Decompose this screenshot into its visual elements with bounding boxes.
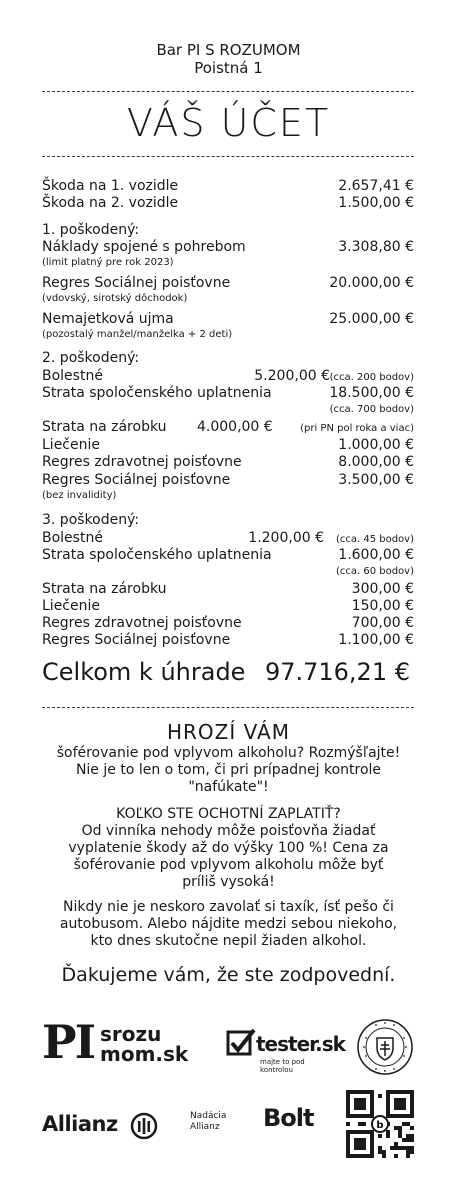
warning-text: Nie je to len o tom, či pri prípadnej kontrole: [75, 762, 382, 778]
line-note: (cca. 700 bodov): [329, 404, 414, 415]
bolt-logo: Bolt: [263, 1104, 314, 1132]
allianz-eagle-icon: [130, 1112, 158, 1140]
thank-you-message: Ďakujeme vám, že ste zodpovední.: [61, 964, 396, 986]
warning-text: Nikdy nie je neskoro zavolať si taxík, ísť pešo či: [63, 899, 394, 915]
divider: [42, 91, 414, 92]
warning-text: príliš vysoká!: [182, 874, 275, 890]
qr-code-icon: [346, 1090, 414, 1158]
pi-srozumom-logo: PI srozu mom.sk: [42, 1015, 189, 1069]
tester-logo: tester.sk majte to pod kontrolou: [226, 1026, 338, 1070]
svg-text:b: b: [376, 1120, 384, 1131]
line-note: (pozostalý manžel/manželka + 2 deti): [42, 329, 233, 340]
warning-text: vyplatenie škody až do výšky 100 %! Cena za: [68, 840, 389, 856]
warning-text: autobusom. Alebo nájdite medzi sebou niekoho,: [59, 916, 398, 932]
divider: [42, 156, 414, 157]
warning-text: kto dnes skutočne nepil žiaden alkohol.: [90, 933, 367, 949]
receipt-title: VÁŠ ÚČET: [126, 101, 331, 145]
allianz-logo: Allianz: [42, 1110, 172, 1142]
total-amount: 97.716,21 €: [264, 658, 410, 686]
total-label: Celkom k úhrade: [42, 658, 246, 686]
bar-address: Poistná 1: [194, 59, 263, 77]
police-seal-logo: [356, 1018, 414, 1076]
checkmark-icon: [226, 1028, 256, 1058]
line-note: (limit platný pre rok 2023): [42, 257, 174, 268]
line-note: (bez invalidity): [42, 490, 117, 501]
bar-name: Bar PI S ROZUMOM: [156, 41, 301, 59]
warning-text: Od vinníka nehody môže poisťovňa žiadať: [81, 823, 376, 839]
nadacia-allianz-logo: Nadácia Allianz: [190, 1111, 227, 1132]
warning-text: "nafúkate"!: [188, 779, 269, 795]
police-emblem-icon: [356, 1018, 414, 1076]
warning-text: šoférovanie pod vplyvom alkoholu? Rozmýšľajte!: [56, 745, 401, 761]
warning-text: šoférovanie pod vplyvom alkoholu môže byť: [73, 857, 384, 873]
warning-question: KOĽKO STE OCHOTNÍ ZAPLATIŤ?: [116, 806, 341, 822]
line-note: (cca. 60 bodov): [335, 566, 414, 577]
warning-title: HROZÍ VÁM: [167, 720, 290, 744]
line-note: (vdovský, sirotský dôchodok): [42, 293, 188, 304]
qr-code[interactable]: [346, 1090, 414, 1158]
divider: [42, 707, 414, 708]
